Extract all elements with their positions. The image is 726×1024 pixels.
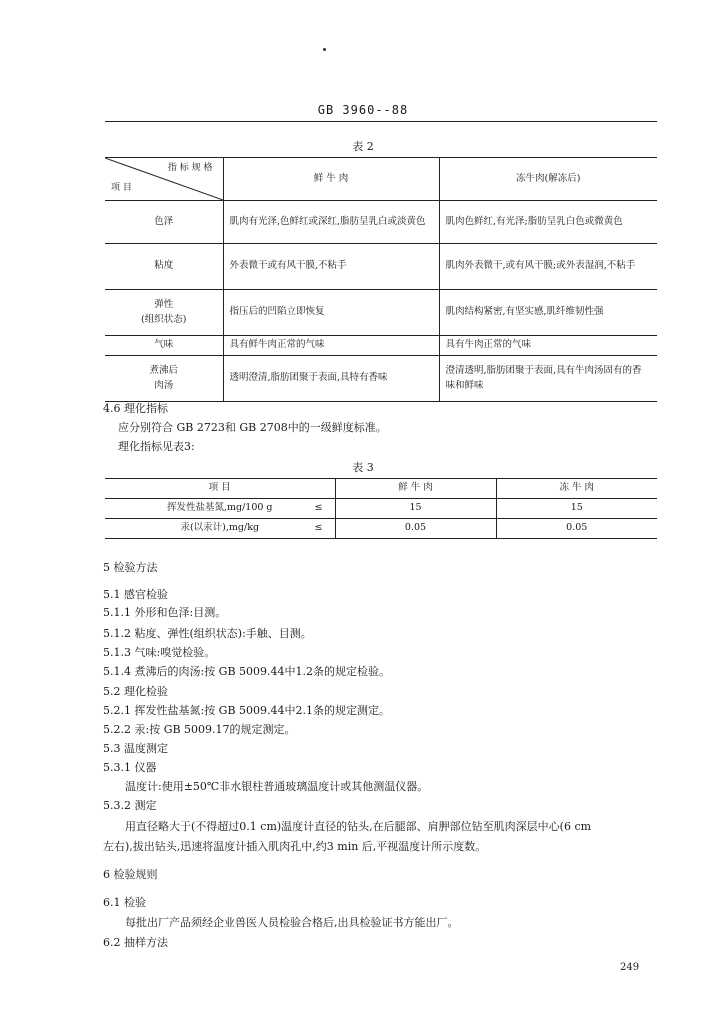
body-line: 每批出厂产品须经企业兽医人员检验合格后,出具检验证书方能出厂。 bbox=[125, 916, 459, 929]
page-number: 249 bbox=[620, 962, 640, 973]
corner-top-label: 指 标 规 格 bbox=[167, 163, 213, 173]
body-line: 5.1.1 外形和色泽:目测。 bbox=[103, 606, 227, 619]
row-fresh: 15 bbox=[335, 499, 496, 519]
body-line: 5.1.4 煮沸后的肉汤:按 GB 5009.44中1.2条的规定检验。 bbox=[103, 665, 391, 678]
subsection-heading: 6.1 检验 bbox=[103, 896, 146, 909]
table2-col-frozen: 冻牛肉(解冻后) bbox=[439, 158, 657, 201]
row-item: 气味 bbox=[105, 336, 223, 356]
table2-col-fresh: 鲜 牛 肉 bbox=[223, 158, 439, 201]
body-line: 5.1.2 粘度、弹性(组织状态):手触、目测。 bbox=[103, 627, 312, 640]
subsection-heading: 6.2 抽样方法 bbox=[103, 936, 168, 949]
header-rule bbox=[105, 121, 657, 122]
row-item: 挥发性盐基氮,mg/100 g ≤ bbox=[105, 499, 335, 519]
body-line: 5.3.1 仪器 bbox=[103, 761, 157, 774]
body-line: 用直径略大于(不得超过0.1 cm)温度计直径的钻头,在后腿部、肩胛部位钻至肌肉深层中心(6 cm bbox=[125, 820, 592, 833]
table3-col-fresh: 鲜 牛 肉 bbox=[335, 479, 496, 499]
subsection-heading: 5.3 温度测定 bbox=[103, 742, 168, 755]
body-line: 温度计:使用±50℃非水银柱普通玻璃温度计或其他测温仪器。 bbox=[125, 780, 429, 793]
row-frozen: 15 bbox=[496, 499, 657, 519]
scan-speck bbox=[323, 48, 326, 51]
body-line: 5.2.1 挥发性盐基氮:按 GB 5009.44中2.1条的规定测定。 bbox=[103, 704, 391, 717]
row-item: 粘度 bbox=[105, 244, 223, 290]
body-line: 5.3.2 测定 bbox=[103, 799, 157, 812]
row-item: 煮沸后 肉汤 bbox=[105, 356, 223, 402]
body-line: 左右),拔出钻头,迅速将温度计插入肌肉孔中,约3 min 后,平视温度计所示度数。 bbox=[103, 840, 487, 853]
row-item: 色泽 bbox=[105, 201, 223, 244]
standard-code: GB 3960--88 bbox=[317, 103, 409, 117]
row-fresh: 肌肉有光泽,色鲜红或深红,脂肪呈乳白或淡黄色 bbox=[223, 201, 439, 244]
table3-header-row bbox=[105, 479, 657, 499]
table-row bbox=[105, 201, 657, 244]
table-row bbox=[105, 519, 657, 539]
row-frozen: 具有牛肉正常的气味 bbox=[439, 336, 657, 356]
section-4-6-para: 应分别符合 GB 2723和 GB 2708中的一级鲜度标准。 bbox=[118, 421, 387, 434]
le-symbol: ≤ bbox=[314, 522, 323, 534]
table-row bbox=[105, 244, 657, 290]
table3-col-frozen: 冻 牛 肉 bbox=[496, 479, 657, 499]
table3-caption: 表 3 bbox=[352, 461, 374, 474]
row-item: 弹性 (组织状态) bbox=[105, 290, 223, 336]
table3-col-item: 项 目 bbox=[105, 479, 335, 499]
row-frozen: 肌肉结构紧密,有坚实感,肌纤维韧性强 bbox=[439, 290, 657, 336]
corner-bottom-label: 项 目 bbox=[111, 183, 132, 194]
table2 bbox=[105, 157, 657, 402]
row-fresh: 具有鲜牛肉正常的气味 bbox=[223, 336, 439, 356]
row-fresh: 指压后的凹陷立即恢复 bbox=[223, 290, 439, 336]
row-frozen: 澄清透明,脂肪团聚于表面,具有牛肉汤固有的香味和鲜味 bbox=[439, 356, 657, 402]
row-fresh: 外表微干或有风干膜,不粘手 bbox=[223, 244, 439, 290]
section-heading: 5 检验方法 bbox=[103, 561, 158, 574]
row-frozen: 0.05 bbox=[496, 519, 657, 539]
section-4-6-para: 理化指标见表3: bbox=[118, 440, 195, 453]
row-frozen: 肌肉色鲜红,有光泽;脂肪呈乳白色或微黄色 bbox=[439, 201, 657, 244]
table-row bbox=[105, 356, 657, 402]
subsection-heading: 5.1 感官检验 bbox=[103, 588, 168, 601]
table-row bbox=[105, 336, 657, 356]
le-symbol: ≤ bbox=[314, 502, 323, 514]
table-row bbox=[105, 499, 657, 519]
row-item: 汞(以汞计),mg/kg ≤ bbox=[105, 519, 335, 539]
subsection-heading: 5.2 理化检验 bbox=[103, 685, 168, 698]
row-fresh: 透明澄清,脂肪团聚于表面,具特有香味 bbox=[223, 356, 439, 402]
section-4-6-heading: 4.6 理化指标 bbox=[103, 402, 168, 415]
table2-header-row bbox=[105, 158, 657, 201]
body-line: 5.2.2 汞:按 GB 5009.17的规定测定。 bbox=[103, 723, 296, 736]
row-frozen: 肌肉外表微干,或有风干膜;或外表湿润,不粘手 bbox=[439, 244, 657, 290]
table2-corner-cell bbox=[105, 158, 223, 201]
table3 bbox=[105, 478, 657, 539]
section-heading: 6 检验规则 bbox=[103, 868, 158, 881]
body-line: 5.1.3 气味:嗅觉检验。 bbox=[103, 646, 216, 659]
table-row bbox=[105, 290, 657, 336]
row-fresh: 0.05 bbox=[335, 519, 496, 539]
table2-caption: 表 2 bbox=[352, 140, 374, 153]
